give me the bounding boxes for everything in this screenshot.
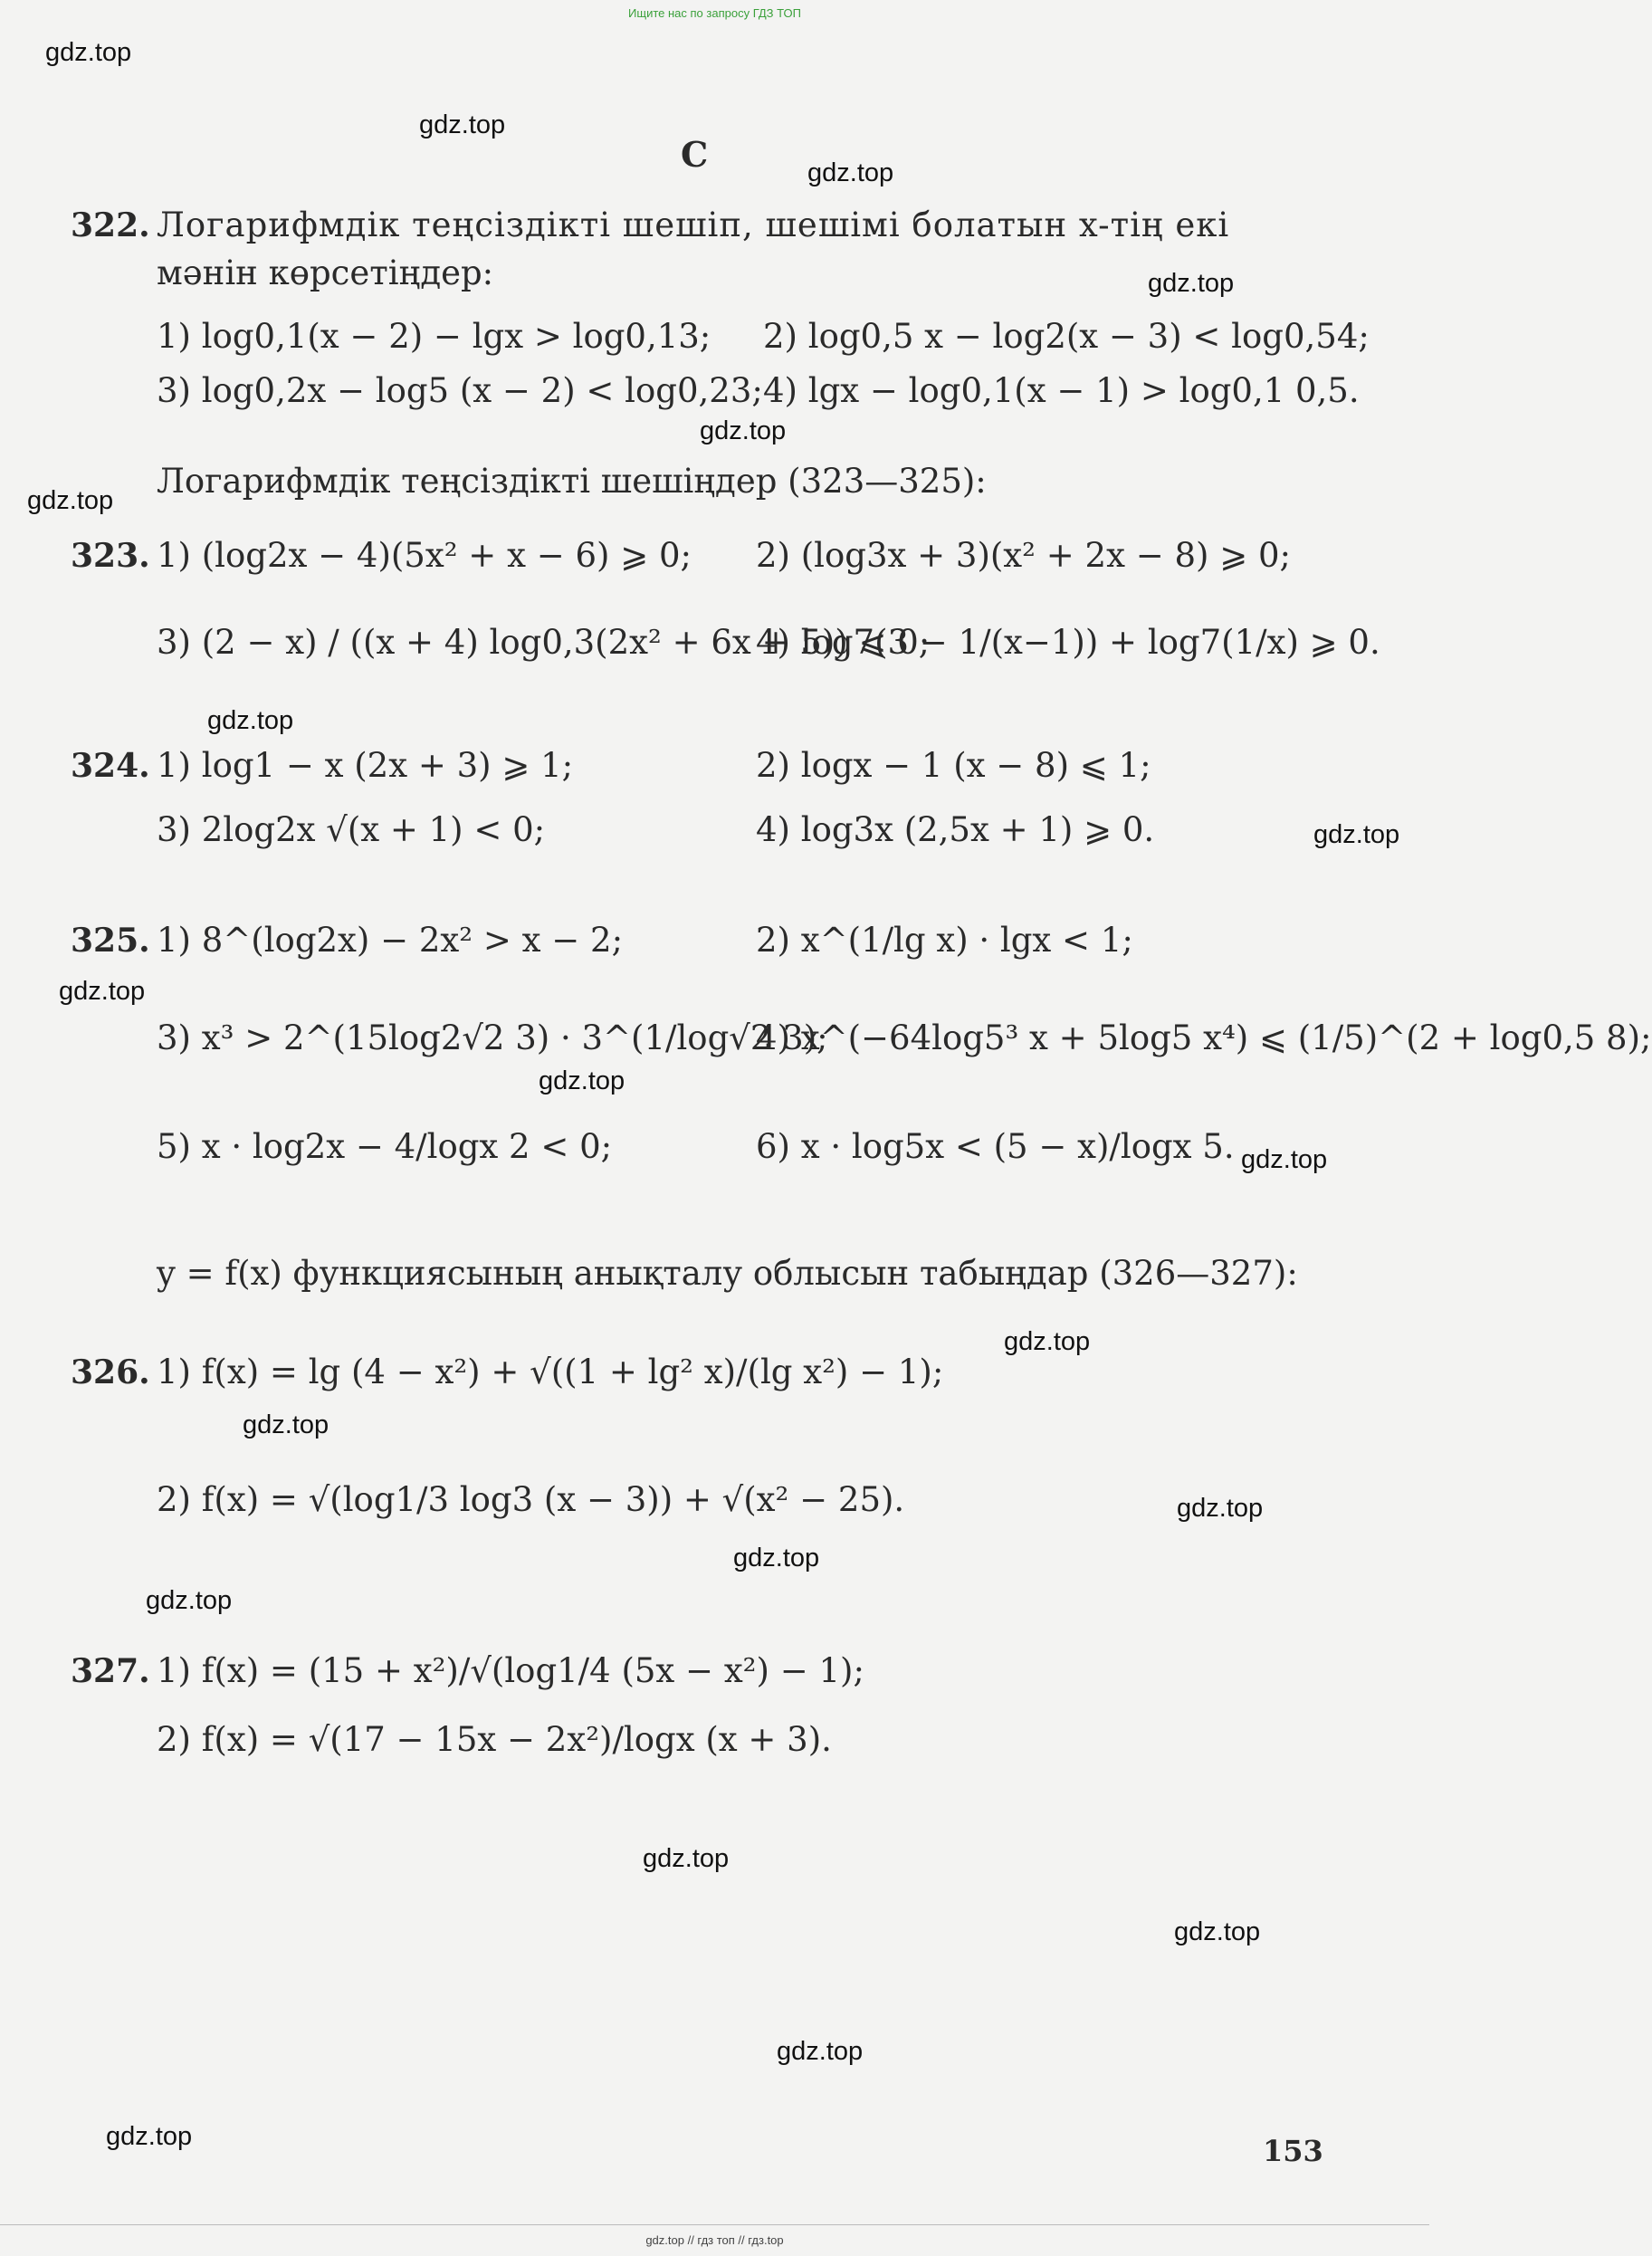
item: 2) f(x) = √(log1/3 log3 (x − 3)) + √(x² − 25). [157,1480,905,1519]
item: 1) (log2x − 4)(5x² + x − 6) ⩾ 0; [157,536,692,575]
watermark: gdz.top [27,486,114,515]
problem-number: 322. [71,206,150,244]
watermark: gdz.top [539,1066,625,1095]
watermark: gdz.top [146,1586,233,1615]
watermark: gdz.top [1313,820,1400,849]
watermark: gdz.top [807,158,894,187]
item: 3) (2 − x) / ((x + 4) log0,3(2x² + 6x + 5)) ⩽ 0; [157,623,931,662]
item: 2) x^(1/lg x) · lgx < 1; [756,921,1133,960]
item: 2) f(x) = √(17 − 15x − 2x²)/logx (x + 3). [157,1720,832,1759]
item: 1) log0,1(x − 2) − lgx > log0,13; [157,317,711,356]
group-header: y = f(x) функциясының анықталу облысын табыңдар (326—327): [157,1254,1298,1293]
problem-number: 323. [71,537,150,575]
problem-text: мәнін көрсетіңдер: [157,253,494,292]
watermark: gdz.top [1004,1327,1091,1356]
item: 3) log0,2x − log5 (x − 2) < log0,23; [157,371,763,410]
watermark: gdz.top [419,110,506,139]
watermark: gdz.top [59,977,146,1006]
watermark: gdz.top [45,38,132,67]
watermark: gdz.top [700,416,787,445]
page-number: 153 [1263,2134,1323,2168]
watermark: gdz.top [243,1410,329,1439]
item: 6) x · log5x < (5 − x)/logx 5. [756,1127,1235,1166]
item: 3) 2log2x √(x + 1) < 0; [157,810,546,849]
item: 1) f(x) = (15 + x²)/√(log1/4 (5x − x²) − 1); [157,1651,864,1690]
item: 4) log7(3 − 1/(x−1)) + log7(1/x) ⩾ 0. [756,623,1380,662]
problem-number: 327. [71,1652,150,1690]
problem-number: 326. [71,1353,150,1391]
top-banner: Ищите нас по запросу ГДЗ ТОП [628,6,801,20]
item: 5) x · log2x − 4/logx 2 < 0; [157,1127,613,1166]
footer: gdz.top // гдз топ // гдз.top [0,2224,1429,2256]
item: 4) x^(−64log5³ x + 5log5 x⁴) ⩽ (1/5)^(2 + log0,5 8); [756,1018,1652,1057]
item: 4) lgx − log0,1(x − 1) > log0,1 0,5. [763,371,1360,410]
section-letter: С [681,134,709,175]
item: 1) 8^(log2x) − 2x² > x − 2; [157,921,624,960]
item: 1) f(x) = lg (4 − x²) + √((1 + lg² x)/(lg x²) − 1); [157,1353,944,1391]
item: 1) log1 − x (2x + 3) ⩾ 1; [157,746,574,785]
problem-text: Логарифмдік теңсіздікті шешіп, шешімі болатын x-тің екі [157,206,1230,244]
watermark: gdz.top [1177,1494,1264,1523]
item: 2) (log3x + 3)(x² + 2x − 8) ⩾ 0; [756,536,1291,575]
item: 2) logx − 1 (x − 8) ⩽ 1; [756,746,1151,785]
item: 3) x³ > 2^(15log2√2 3) · 3^(1/log√2 3); [157,1018,828,1057]
group-header: Логарифмдік теңсіздікті шешіңдер (323—325): [157,462,987,501]
watermark: gdz.top [643,1844,730,1873]
watermark: gdz.top [1174,1917,1261,1946]
problem-number: 325. [71,922,150,960]
watermark: gdz.top [1241,1145,1328,1174]
watermark: gdz.top [207,706,294,735]
problem-number: 324. [71,747,150,785]
item: 4) log3x (2,5x + 1) ⩾ 0. [756,810,1155,849]
watermark: gdz.top [733,1544,820,1573]
watermark: gdz.top [777,2037,864,2066]
watermark: gdz.top [106,2122,193,2151]
watermark: gdz.top [1148,269,1235,298]
item: 2) log0,5 x − log2(x − 3) < log0,54; [763,317,1370,356]
